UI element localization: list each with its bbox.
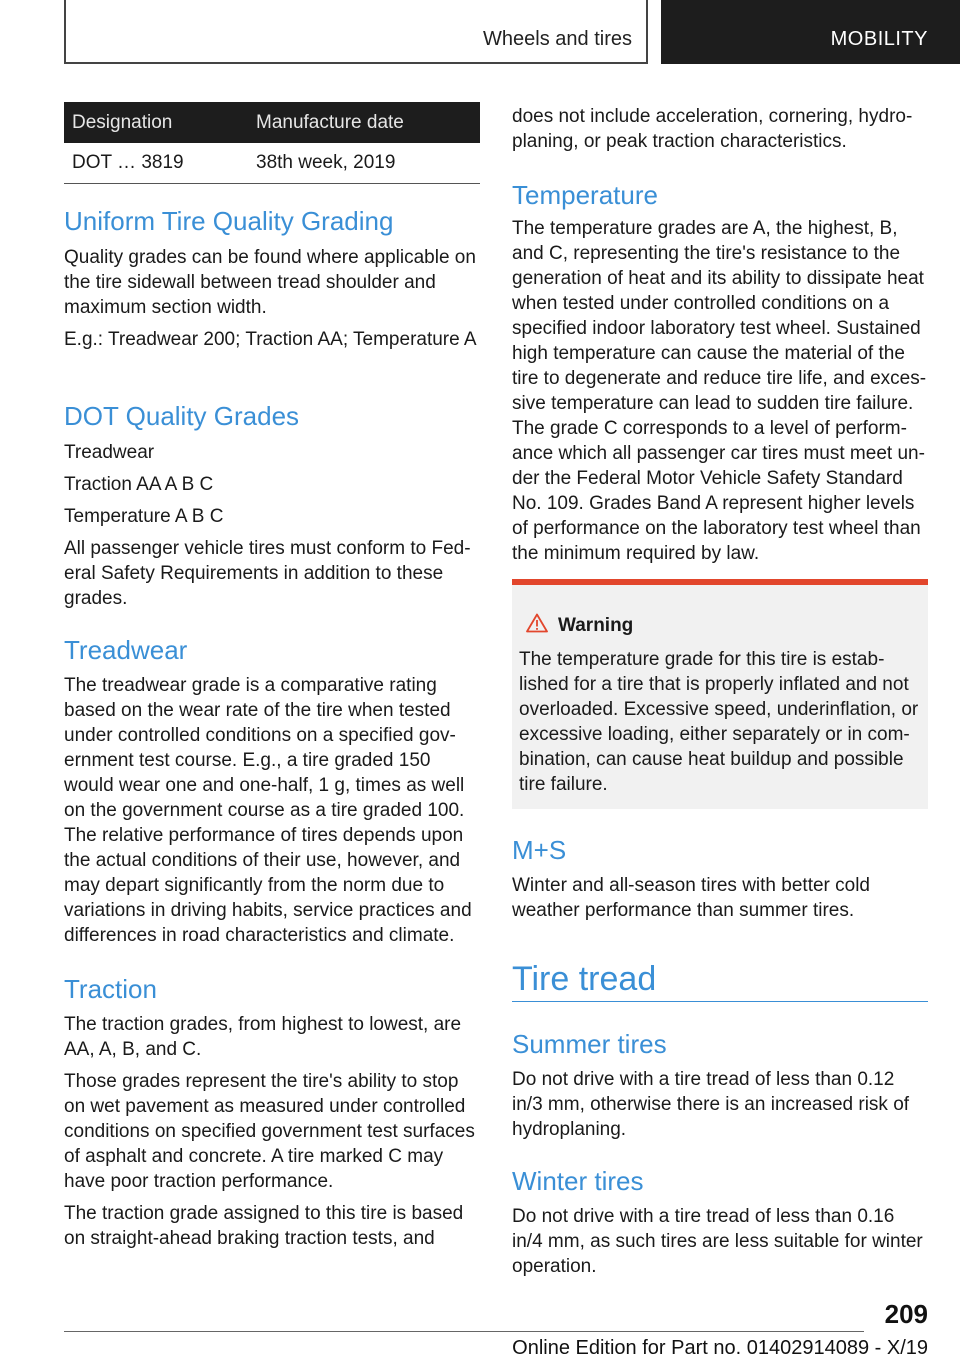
header-chapter-box	[661, 0, 960, 64]
heading-treadwear: Treadwear	[64, 635, 188, 665]
table-row	[64, 143, 480, 184]
table-header-designation: Designation	[64, 102, 248, 143]
heading-winter-tires: Winter tires	[512, 1166, 644, 1196]
table-header-manufacture-date: Manufacture date	[248, 102, 480, 143]
header-chapter-title: MOBILITY	[830, 28, 928, 50]
paragraph-traction-assignment: The traction grade assigned to this tire is based on straight-ahead braking traction tests, and	[64, 1203, 464, 1249]
paragraph-m-plus-s: Winter and all-season tires with better cold weather performance than summer tires.	[512, 875, 870, 921]
heading-uniform-tire-quality-grading: Uniform Tire Quality Grading	[64, 206, 394, 236]
warning-triangle-icon	[526, 613, 548, 633]
manufacture-date-table	[64, 102, 480, 184]
tire-tread-divider	[512, 1001, 928, 1002]
table-cell-designation: DOT … 3819	[64, 143, 248, 184]
paragraph-treadwear: The treadwear grade is a comparative rating based on the wear rate of the tire when tested under controlled conditions on a specified government test course. E.g., a tire graded 150 would wear one and one-half, 1 g, times as well on the government course as a tire graded 100. The relative performance of tires depends upon the actual conditions of their use, however, and may depart significantly from the norm due to variations in driving habits, service practices and differences in road characteristics and climate.	[64, 675, 472, 946]
header-section-box	[64, 0, 648, 64]
paragraph-federal-safety: All passenger vehicle tires must conform to Federal Safety Requirements in addition to these grades.	[64, 538, 471, 609]
line-temperature-grades: Temperature A B C	[64, 506, 224, 527]
paragraph-utqg-location: Quality grades can be found where applicable on the tire sidewall between tread shoulder and maximum section width.	[64, 247, 476, 318]
warning-text: The temperature grade for this tire is established for a tire that is properly inflated and not overloaded. Excessive speed, underinflation, or excessive loading, either separately or in combination, can cause heat buildup and possible tire failure.	[519, 649, 919, 795]
heading-summer-tires: Summer tires	[512, 1029, 667, 1059]
footer-edition: Online Edition for Part no. 01402914089 - X/19	[512, 1337, 928, 1359]
paragraph-temperature: The temperature grades are A, the highest, B, and C, representing the tire's resistance to the generation of heat and its ability to dissipate heat when tested under controlled conditions on a specified indoor laboratory test wheel. Sustained high temperature can cause the material of the tire to degenerate and reduce tire life, and excessive temperature can lead to sudden tire failure. The grade C corresponds to a level of performance which all passenger car tires must meet under the Federal Motor Vehicle Safety Standard No. 109. Grades Band A represent higher levels of performance on the laboratory test wheel than the minimum required by law.	[512, 218, 927, 564]
paragraph-utqg-example: E.g.: Treadwear 200; Traction AA; Temperature A	[64, 329, 477, 350]
paragraph-summer-tires: Do not drive with a tire tread of less than 0.12 in/3 mm, otherwise there is an increased risk of hydroplaning.	[512, 1069, 910, 1140]
table-cell-manufacture-date: 38th week, 2019	[248, 143, 480, 184]
paragraph-winter-tires: Do not drive with a tire tread of less than 0.16 in/4 mm, as such tires are less suitable for winter operation.	[512, 1206, 923, 1277]
paragraph-traction-continued: does not include acceleration, cornering, hydroplaning, or peak traction characteristics.	[512, 106, 913, 152]
warning-title: Warning	[558, 615, 634, 636]
heading-dot-quality-grades: DOT Quality Grades	[64, 401, 300, 431]
warning-box	[512, 579, 928, 809]
heading-traction: Traction	[64, 974, 157, 1004]
table-header-row	[64, 102, 480, 143]
footer-divider	[64, 1331, 864, 1332]
line-traction-grades: Traction AA A B C	[64, 474, 214, 495]
heading-m-plus-s: M+S	[512, 835, 567, 865]
line-treadwear: Treadwear	[64, 442, 155, 463]
heading-tire-tread: Tire tread	[512, 960, 657, 998]
paragraph-traction-grades: The traction grades, from highest to lowest, are AA, A, B, and C.	[64, 1014, 462, 1060]
page-number: 209	[884, 1299, 928, 1329]
heading-temperature: Temperature	[512, 180, 658, 210]
header-section-title: Wheels and tires	[483, 28, 632, 50]
paragraph-traction-meaning: Those grades represent the tire's ability to stop on wet pavement as measured under controlled conditions on specified government test surfaces of asphalt and concrete. A tire marked C may have poor traction performance.	[64, 1071, 475, 1192]
